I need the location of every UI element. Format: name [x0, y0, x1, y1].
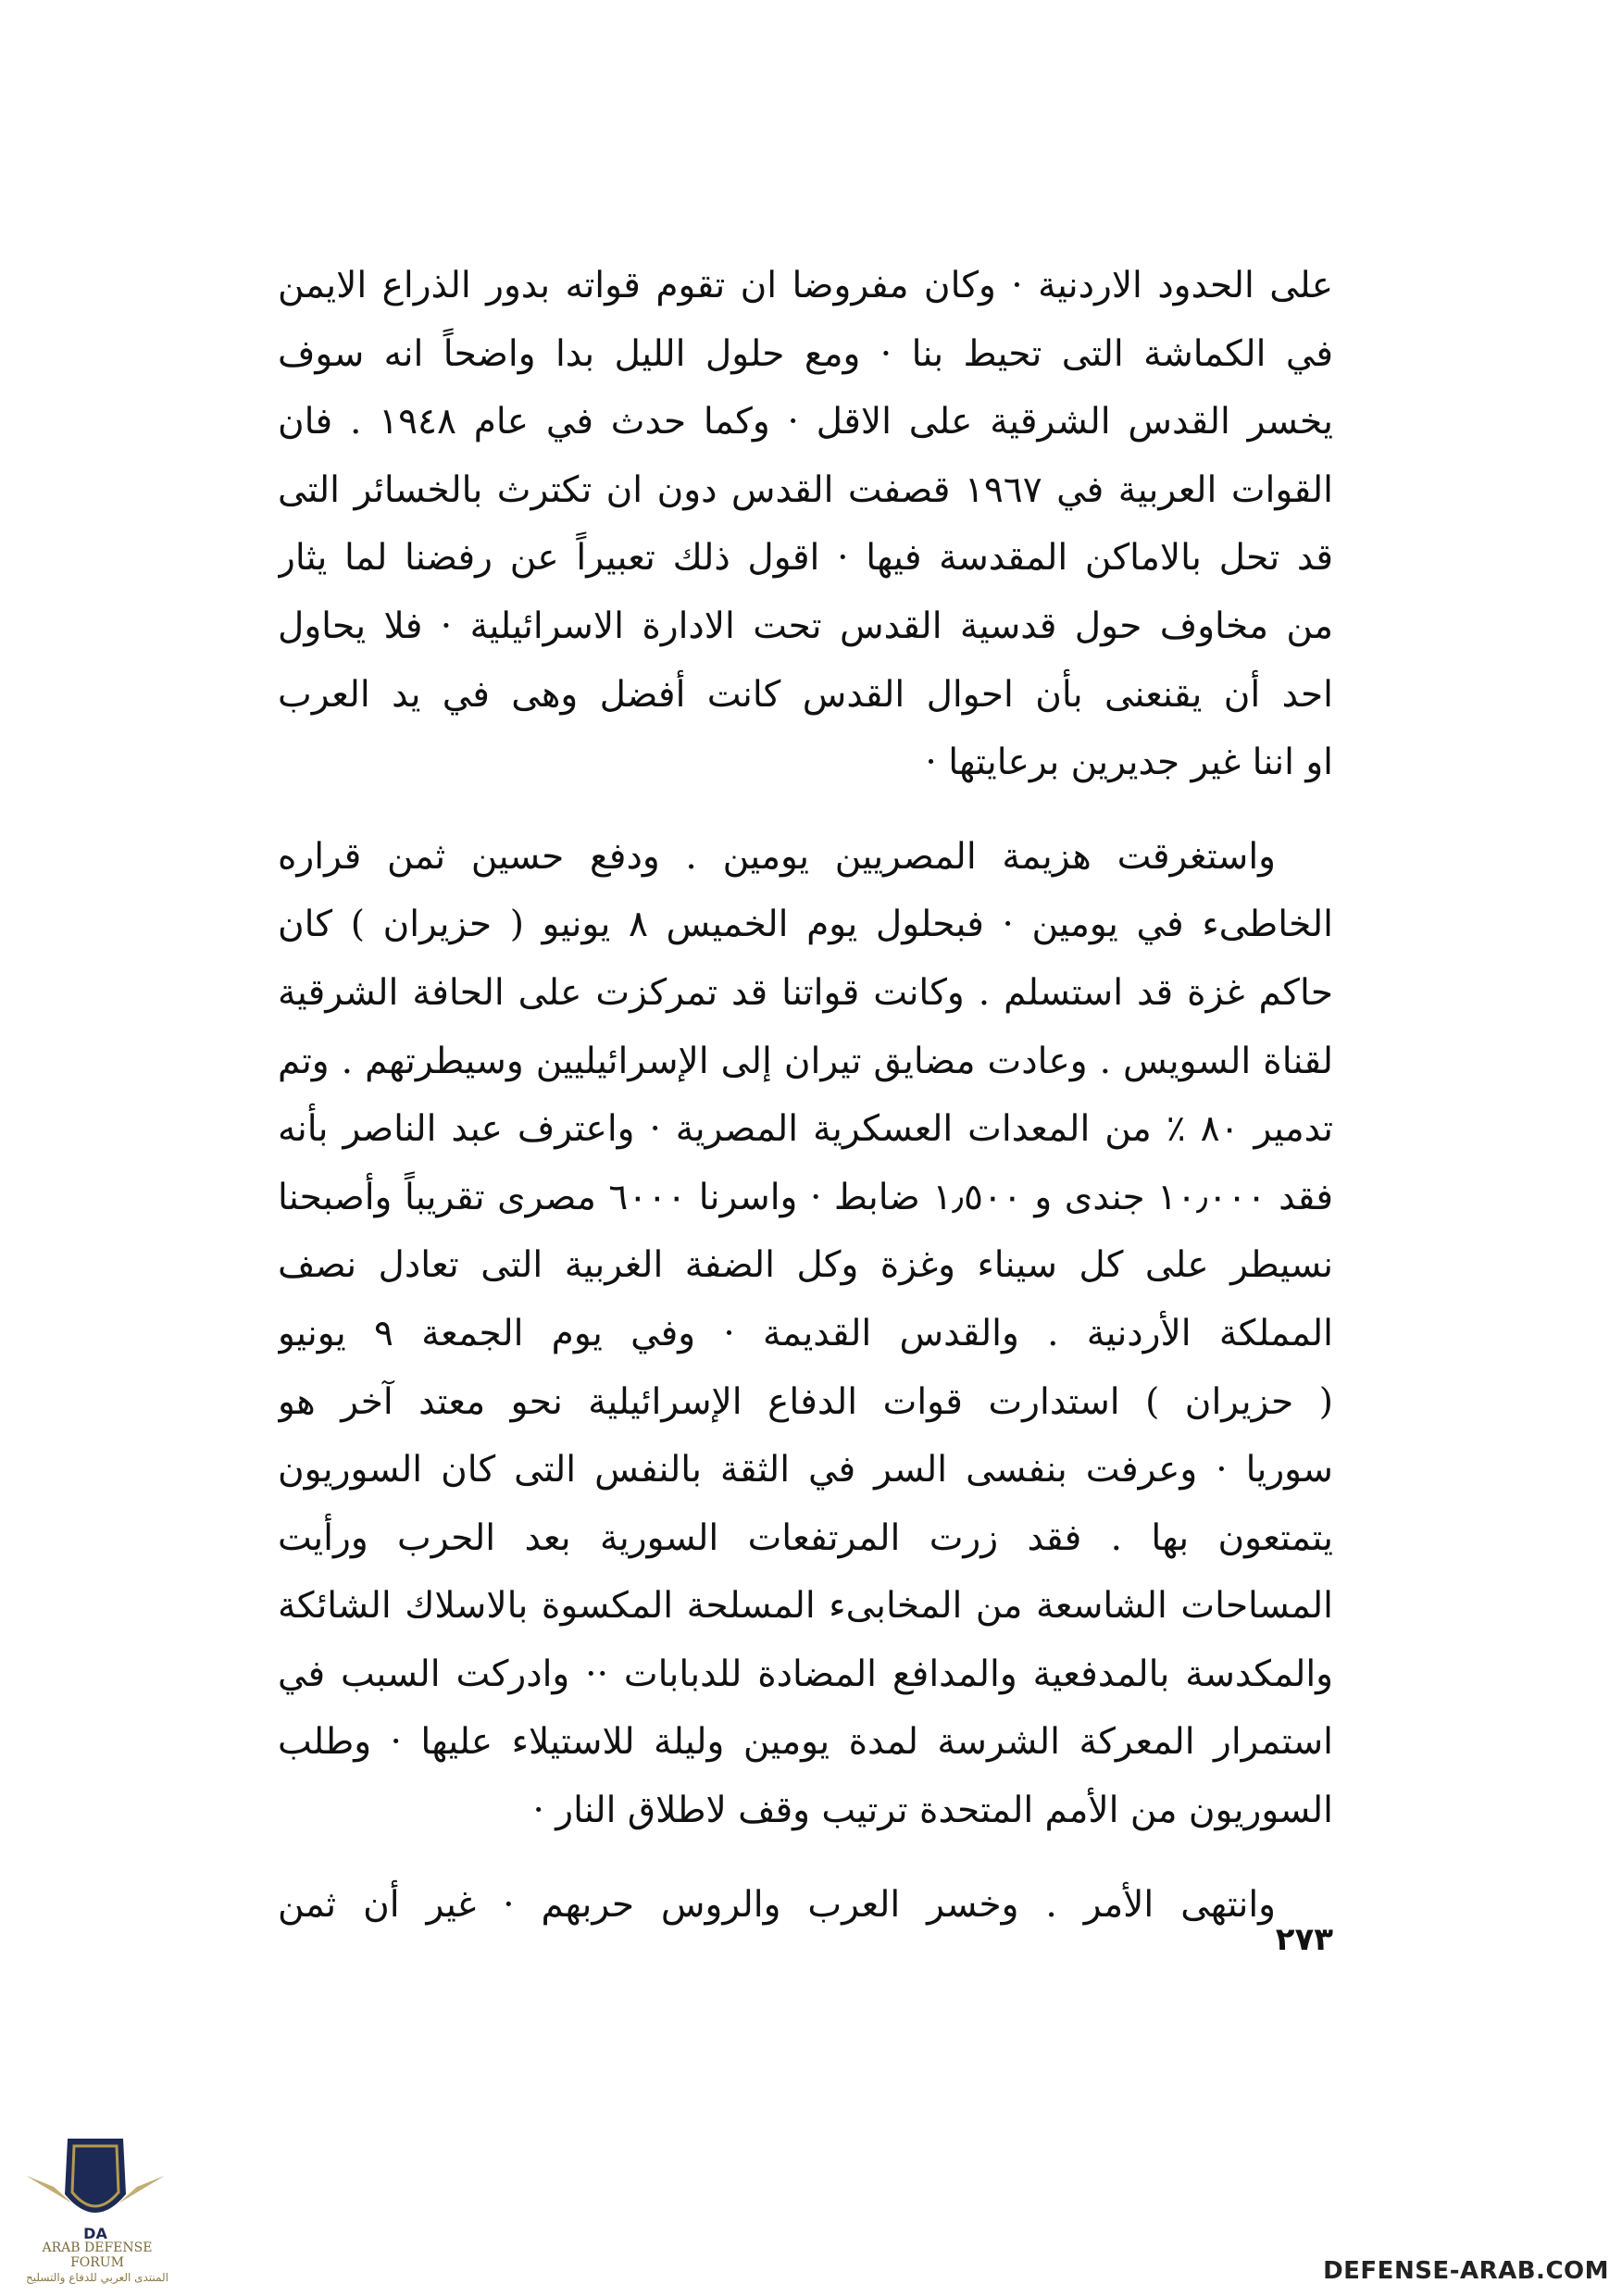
text-line: نسيطر على كل سيناء وغزة وكل الضفة الغربية التى تعادل نصف	[278, 1244, 1333, 1287]
text-line: المملكة الأردنية . والقدس القديمة · وفي يوم الجمعة ٩ يونيو	[278, 1312, 1333, 1354]
text-line: المساحات الشاسعة من المخابىء المسلحة المكسوة بالاسلاك الشائكة	[278, 1585, 1333, 1628]
text-line: سوريا · وعرفت بنفسى السر في الثقة بالنفس التى كان السوريون	[278, 1449, 1333, 1491]
text-line: لقناة السويس . وعادت مضايق تيران إلى الإسرائيليين وسيطرتهم . وتم	[278, 1040, 1333, 1082]
site-url: DEFENSE-ARAB.COM	[1323, 2257, 1609, 2285]
text-line: القوات العربية في ١٩٦٧ قصفت القدس دون ان تكترث بالخسائر التى	[278, 468, 1333, 511]
text-line: احد أن يقنعنى بأن احوال القدس كانت أفضل وهى في يد العرب	[278, 673, 1333, 716]
text-line: في الكماشة التى تحيط بنا · ومع حلول الليل بدا واضحاً انه سوف	[278, 332, 1333, 375]
text-line: واستغرقت هزيمة المصريين يومين . ودفع حسين ثمن قراره	[278, 835, 1276, 878]
forum-brand-ar: المنتدى العربي للدفاع والتسليح	[26, 2271, 168, 2284]
text-line: والمكدسة بالمدفعية والمدافع المضادة للدبابات ·· وادركت السبب في	[278, 1653, 1333, 1695]
page-number: ٢٧٣	[1275, 1921, 1333, 1958]
text-line: حاكم غزة قد استسلم . وكانت قواتنا قد تمركزت على الحافة الشرقية	[278, 971, 1333, 1014]
logo-letters: DA	[83, 2225, 107, 2242]
forum-brand	[19, 2240, 176, 2285]
text-line: قد تحل بالاماكن المقدسة فيها · اقول ذلك تعبيراً عن رفضنا لما يثار	[278, 537, 1333, 580]
text-line: يخسر القدس الشرقية على الاقل · وكما حدث في عام ١٩٤٨ . فان	[278, 401, 1333, 443]
paragraph-gap	[278, 1845, 1333, 1871]
text-line: او اننا غير جديرين برعايتها ·	[925, 742, 1333, 784]
text-line: على الحدود الاردنية · وكان مفروضا ان تقوم قواته بدور الذراع الايمن	[278, 265, 1333, 306]
text-line: الخاطىء في يومين · فبحلول يوم الخميس ٨ يونيو ( حزيران ) كان	[278, 904, 1333, 946]
text-line: تدمير ٨٠ ٪ من المعدات العسكرية المصرية · واعترف عبد الناصر بأنه	[278, 1108, 1333, 1151]
text-line: فقد ١٠٫٠٠٠ جندى و ١٫٥٠٠ ضابط · واسرنا ٦٠٠٠ مصرى تقريباً وأصبحنا	[278, 1176, 1333, 1218]
text-line: استمرار المعركة الشرسة لمدة يومين وليلة للاستيلاء عليها · وطلب	[278, 1721, 1333, 1764]
text-line: ( حزيران ) استدارت قوات الدفاع الإسرائيلية نحو معتد آخر هو	[278, 1380, 1333, 1423]
text-line: من مخاوف حول قدسية القدس تحت الادارة الاسرائيلية · فلا يحاول	[278, 605, 1333, 647]
forum-brand-en: ARAB DEFENSE FORUM	[42, 2240, 153, 2270]
body-text	[278, 252, 1333, 1939]
text-line: يتمتعون بها . فقد زرت المرتفعات السورية بعد الحرب ورأيت	[278, 1516, 1333, 1559]
paragraph-gap	[278, 797, 1333, 823]
text-line: وانتهى الأمر . وخسر العرب والروس حربهم · غير أن ثمن	[278, 1883, 1276, 1926]
text-line: السوريون من الأمم المتحدة ترتيب وقف لاطلاق النار ·	[532, 1790, 1333, 1832]
